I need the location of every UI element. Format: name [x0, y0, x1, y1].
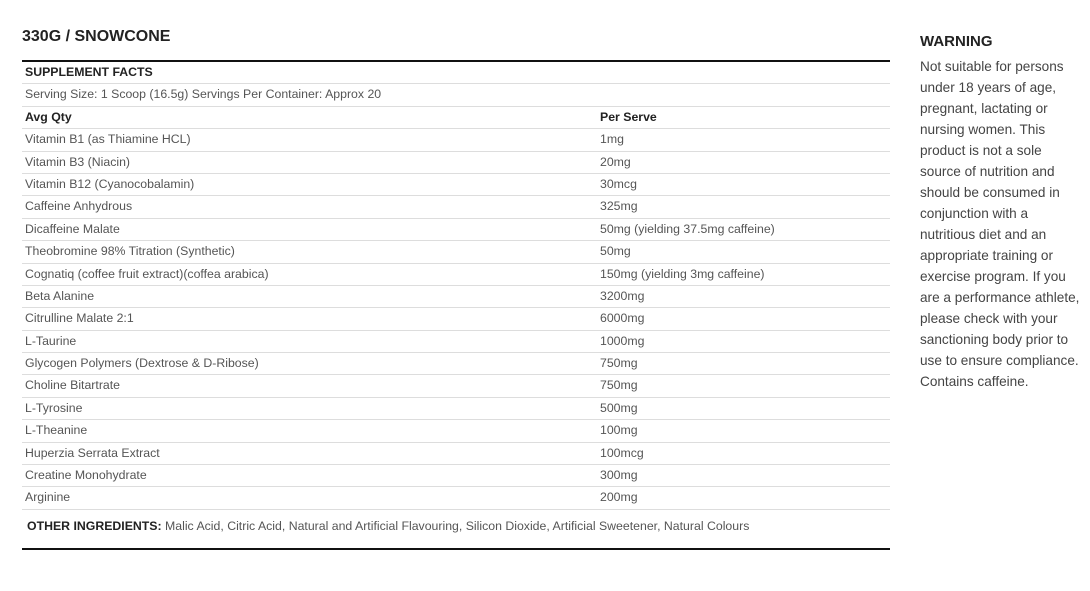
ingredient-amount: 500mg [600, 400, 638, 415]
ingredient-amount: 750mg [600, 356, 638, 371]
ingredient-name: Beta Alanine [25, 288, 95, 303]
table-row [22, 196, 890, 218]
ingredient-name: L-Taurine [25, 333, 77, 348]
ingredient-name: Theobromine 98% Titration (Synthetic) [25, 244, 235, 259]
ingredient-name: Vitamin B12 (Cyanocobalamin) [25, 176, 195, 191]
table-row [22, 420, 890, 442]
table-row [22, 174, 890, 196]
table-row [22, 443, 890, 465]
ingredient-amount: 325mg [600, 199, 638, 214]
table-row [22, 331, 890, 353]
warning-text: Not suitable for persons under 18 years of age, pregnant, lactating or nursing women. This product is not a sole source of nutrition and should be consumed in conjunction with a nutritious diet and an appropriate training or exercise program. If you are a performance athlete, please check with your sanctioning body prior to use to ensure compliance. Contains caffeine. [920, 59, 1080, 389]
ingredient-name: L-Theanine [25, 423, 88, 438]
ingredient-name: Cognatiq (coffee fruit extract)(coffea arabica) [25, 266, 269, 281]
warning-panel [920, 33, 1080, 392]
table-row [22, 219, 890, 241]
table-row [22, 129, 890, 151]
ingredient-name: Dicaffeine Malate [25, 221, 120, 236]
table-row [22, 152, 890, 174]
serving-text: Serving Size: 1 Scoop (16.5g) Servings Per Container: Approx 20 [25, 87, 382, 102]
ingredient-amount: 50mg [600, 244, 631, 259]
ingredient-name: Glycogen Polymers (Dextrose & D-Ribose) [25, 356, 259, 371]
col-per-serve: Per Serve [600, 109, 657, 124]
other-label: OTHER INGREDIENTS: [27, 518, 162, 533]
column-headers [22, 107, 890, 129]
table-row [22, 465, 890, 487]
ingredient-amount: 3200mg [600, 288, 645, 303]
ingredient-name: Choline Bitartrate [25, 378, 121, 393]
ingredient-name: Arginine [25, 490, 71, 505]
ingredient-name: Huperzia Serrata Extract [25, 445, 160, 460]
table-row [22, 487, 890, 509]
serving-info [22, 84, 890, 106]
ingredient-amount: 100mcg [600, 445, 644, 460]
facts-heading-text: SUPPLEMENT FACTS [25, 65, 153, 79]
ingredient-name: Creatine Monohydrate [25, 468, 147, 483]
ingredient-name: Vitamin B1 (as Thiamine HCL) [25, 132, 191, 147]
table-row [22, 308, 890, 330]
col-avg-qty: Avg Qty [25, 109, 72, 124]
ingredient-name: L-Tyrosine [25, 400, 83, 415]
ingredient-amount: 200mg [600, 490, 638, 505]
facts-heading [22, 62, 890, 84]
ingredient-name: Vitamin B3 (Niacin) [25, 154, 131, 169]
table-row [22, 375, 890, 397]
ingredient-amount: 30mcg [600, 176, 637, 191]
ingredient-amount: 750mg [600, 378, 638, 393]
table-row [22, 264, 890, 286]
ingredient-amount: 1000mg [600, 333, 645, 348]
ingredient-amount: 6000mg [600, 311, 645, 326]
warning-title: WARNING [920, 33, 993, 50]
ingredient-amount: 300mg [600, 468, 638, 483]
product-title: 330G / SNOWCONE [22, 28, 171, 45]
other-ingredients [22, 510, 890, 548]
table-row [22, 353, 890, 375]
ingredient-amount: 100mg [600, 423, 638, 438]
ingredient-amount: 150mg (yielding 3mg caffeine) [600, 266, 765, 281]
ingredient-name: Caffeine Anhydrous [25, 199, 133, 214]
ingredient-amount: 1mg [600, 132, 624, 147]
other-text: Malic Acid, Citric Acid, Natural and Artificial Flavouring, Silicon Dioxide, Artificial Sweetener, Natural Colours [161, 518, 750, 533]
ingredient-amount: 50mg (yielding 37.5mg caffeine) [600, 221, 775, 236]
table-row [22, 398, 890, 420]
supplement-facts-table [22, 60, 890, 550]
table-row [22, 286, 890, 308]
table-row [22, 241, 890, 263]
ingredient-amount: 20mg [600, 154, 631, 169]
ingredient-name: Citrulline Malate 2:1 [25, 311, 134, 326]
